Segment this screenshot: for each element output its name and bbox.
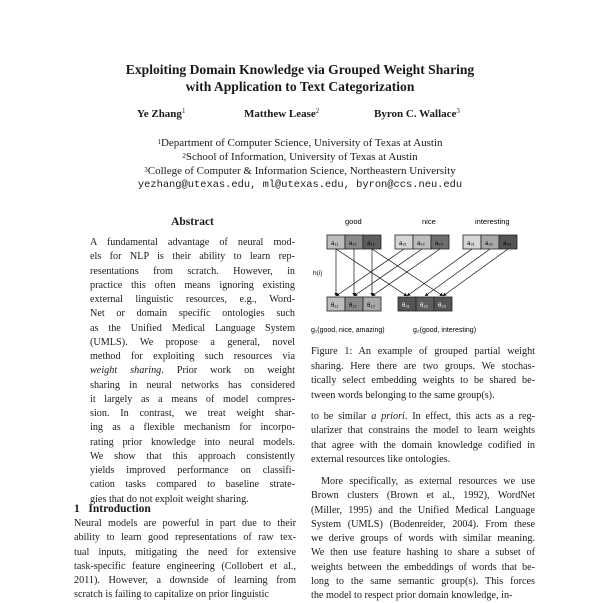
intro-line: task-specific feature engineering (Collobert et al., xyxy=(74,560,296,572)
abstract-line: practice this often means ignoring existing xyxy=(90,279,295,291)
right-column-paragraph-2 xyxy=(311,475,535,603)
intro-line: ability to learn good representations of raw tex- xyxy=(74,532,296,544)
abstract-line: We show that this approach consistently xyxy=(90,450,295,462)
group-1-label: g₁(good, nice, amazing) xyxy=(311,327,385,334)
abstract-line: A fundamental advantage of neural mod- xyxy=(90,237,295,248)
right-p1-line: ularizer that constrains the model to learn weights xyxy=(311,425,535,437)
intro-line: Neural models are powerful in part due to their xyxy=(74,518,296,529)
abstract-heading: Abstract xyxy=(171,216,214,228)
right-p2-line: weights between the embeddings of words that be- xyxy=(311,561,535,573)
weight-a21: a₂₁ xyxy=(399,241,407,247)
abstract-line: Net or domain specific ontologies such xyxy=(90,308,295,320)
abstract-line: it largely as a means of model compres- xyxy=(90,393,295,405)
abstract-line: external linguistic resources, e.g., Word- xyxy=(90,294,295,305)
hash-function-label: h(i) xyxy=(313,270,323,277)
affiliation-1: $^1$Department of Computer Science, University of Texas at Austin xyxy=(157,137,443,149)
right-p2-line: long to the same semantic group(s). This forces xyxy=(311,575,535,587)
weight-a12: a₁₂ xyxy=(349,241,357,247)
abstract-line: ing as a flexible mechanism for incorpo- xyxy=(90,422,295,434)
right-p2-line: we derive groups of words with similar meaning. xyxy=(311,533,535,544)
abstract-line: sharing in neural networks has considered xyxy=(90,379,295,391)
group-1-weights xyxy=(327,297,381,311)
abstract-line: cation tasks compared to baseline strate- xyxy=(90,479,295,491)
right-p2-line: More specifically, as external resources we use xyxy=(321,476,535,487)
right-p1-line: external resources like ontologies. xyxy=(311,453,451,465)
weight-theta22: θ₂₂ xyxy=(420,303,428,309)
weight-theta13: θ₁₃ xyxy=(367,303,375,309)
introduction-body xyxy=(74,517,296,603)
word-label-good: good xyxy=(345,217,362,226)
author-3: Byron C. Wallace$^3$ xyxy=(374,107,460,120)
embedding-nice xyxy=(395,235,449,249)
word-label-interesting: interesting xyxy=(475,217,510,226)
embedding-good xyxy=(327,235,381,249)
weight-a13: a₁₃ xyxy=(367,241,375,247)
affiliation-2: $^2$School of Information, University of Texas at Austin xyxy=(182,151,418,163)
weight-a31: a₃₁ xyxy=(467,241,475,247)
abstract-line: weight sharing. Prior work on weight xyxy=(90,365,295,377)
abstract-line: els for NLP is their ability to learn rep- xyxy=(90,251,295,263)
caption-line: Figure 1: An example of grouped partial weight xyxy=(311,346,535,357)
weight-a33: a₃₃ xyxy=(503,241,512,247)
affiliation-3: $^3$College of Computer & Information Science, Northeastern University xyxy=(144,165,456,177)
right-column-paragraph-1 xyxy=(311,410,535,467)
weight-a22: a₂₂ xyxy=(417,241,425,247)
intro-line: scratch is failing to capitalize on prior linguistic xyxy=(74,589,269,601)
abstract-line: gies that do not exploit weight sharing. xyxy=(90,493,249,505)
author-1: Ye Zhang$^1$ xyxy=(137,107,186,120)
caption-line: sharing. Here there are two groups. We stochas- xyxy=(311,360,535,372)
abstract-line: sion. In contrast, we treat weight shar- xyxy=(90,408,295,419)
abstract-line: (UMLS). We propose a general, novel xyxy=(90,336,295,348)
section-1-heading: 1 Introduction xyxy=(74,503,151,515)
author-2: Matthew Lease$^2$ xyxy=(244,107,320,120)
word-label-nice: nice xyxy=(422,217,436,226)
weight-theta11: θ₁₁ xyxy=(331,303,339,309)
intro-line: 2011). However, a downside of learning from xyxy=(74,575,296,586)
right-p2-line: (Miller, 1995) and the Unified Medical Language xyxy=(311,504,535,516)
figure-1-diagram xyxy=(305,212,535,342)
abstract-line: yields improved performance on classifi- xyxy=(90,465,295,476)
hash-arrows xyxy=(336,249,508,296)
weight-theta12: θ₁₂ xyxy=(349,303,357,309)
right-p2-line: We then use feature hashing to share a subset of xyxy=(311,547,535,559)
abstract-line: method for exploiting such resources via xyxy=(90,351,295,362)
paper-title-line-1: Exploiting Domain Knowledge via Grouped Weight Sharing xyxy=(125,62,475,77)
abstract-line: rating prior knowledge into neural models. xyxy=(90,436,295,448)
right-p2-line: System (UMLS) (Bodenreider, 2004). From these xyxy=(311,518,535,530)
right-p2-line: the model to respect prior domain knowledge, in- xyxy=(311,590,513,601)
right-p2-line: Brown clusters (Brown et al., 1992), WordNet xyxy=(311,490,535,502)
weight-a11: a₁₁ xyxy=(331,241,339,247)
right-p1-line: to be similar a priori. In effect, this acts as a reg- xyxy=(311,411,535,422)
abstract-line: resentations from scratch. However, in xyxy=(90,265,295,277)
paper-title-line-2: with Application to Text Categorization xyxy=(185,79,415,94)
caption-line: tically select embedding weights to be shared be- xyxy=(311,375,535,386)
intro-line: tual inputs, mitigating the need for extensive xyxy=(74,546,296,558)
weight-theta21: θ₂₁ xyxy=(402,303,410,309)
figure-1-caption xyxy=(311,345,535,403)
weight-theta23: θ₂₃ xyxy=(438,303,447,309)
group-2-label: g₂(good, interesting) xyxy=(413,327,477,334)
right-p1-line: that agree with the domain knowledge codified in xyxy=(311,439,535,451)
weight-a32: a₃₂ xyxy=(485,241,494,247)
caption-line: tween words belonging to the same group(s). xyxy=(311,389,495,401)
abstract-body xyxy=(90,236,295,507)
author-emails: yezhang@utexas.edu, ml@utexas.edu, byron@ccs.neu.edu xyxy=(137,179,463,191)
group-2-weights xyxy=(398,297,452,311)
weight-a23: a₂₃ xyxy=(435,241,444,247)
embedding-interesting xyxy=(463,235,517,249)
abstract-line: as the Unified Medical Language System xyxy=(90,322,295,334)
